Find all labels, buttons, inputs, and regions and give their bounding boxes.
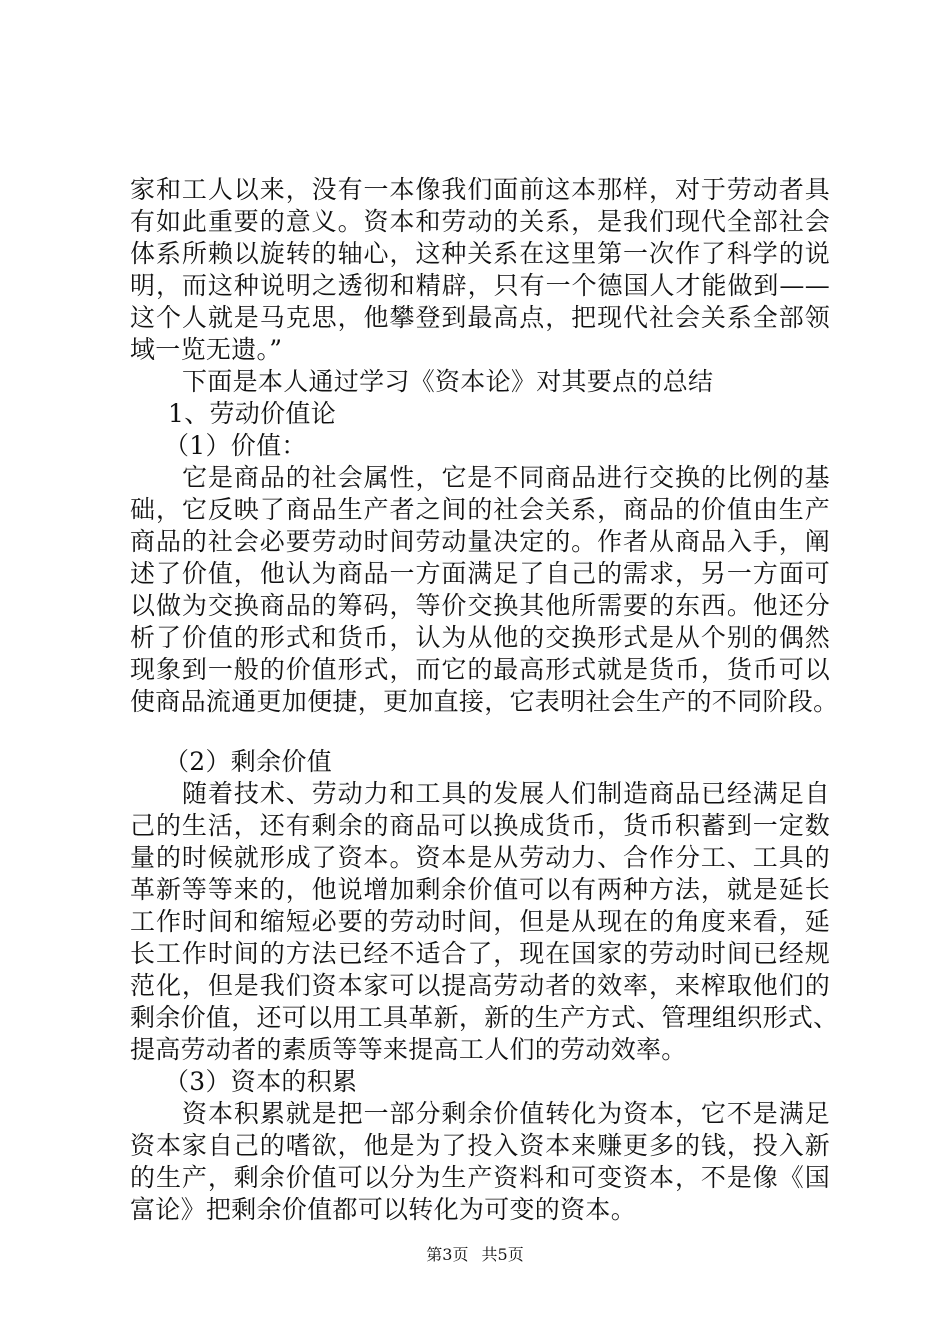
page-footer <box>0 1245 950 1265</box>
paragraph-gap <box>130 718 830 746</box>
text-line: 范化，但是我们资本家可以提高劳动者的效率，来榨取他们的 <box>130 971 830 1000</box>
text-line: 它是商品的社会属性，它是不同商品进行交换的比例的基 <box>182 463 830 492</box>
text-line: 革新等等来的，他说增加剩余价值可以有两种方法，就是延长 <box>130 875 830 904</box>
text-line: 述了价值，他认为商品一方面满足了自己的需求，另一方面可 <box>130 559 830 588</box>
text-line: 长工作时间的方法已经不适合了，现在国家的劳动时间已经规 <box>130 939 830 968</box>
text-line: 富论》把剩余价值都可以转化为可变的资本。 <box>130 1195 637 1224</box>
text-line: 使商品流通更加便捷，更加直接，它表明社会生产的不同阶段。 <box>130 687 839 716</box>
surplus-value-paragraph <box>130 778 839 1066</box>
text-line: 资本积累就是把一部分剩余价值转化为资本，它不是满足 <box>182 1099 830 1128</box>
text-line: 工作时间和缩短必要的劳动时间，但是从现在的角度来看，延 <box>130 907 830 936</box>
page-total: 共5页 <box>481 1245 524 1264</box>
subsection-heading-capital-accumulation: （3）资本的积累 <box>164 1067 358 1096</box>
intro-paragraph: 下面是本人通过学习《资本论》对其要点的总结 <box>182 367 714 396</box>
quote-paragraph <box>130 174 830 366</box>
text-line: 体系所赖以旋转的轴心，这种关系在这里第一次作了科学的说 <box>130 239 830 268</box>
text-line: 提高劳动者的素质等等来提高工人们的劳动效率。 <box>130 1035 687 1064</box>
text-line: 明，而这种说明之透彻和精辟，只有一个德国人才能做到—— <box>130 271 830 300</box>
text-line: 现象到一般的价值形式，而它的最高形式就是货币，货币可以 <box>130 655 830 684</box>
text-line: 己的生活，还有剩余的商品可以换成货币，货币积蓄到一定数 <box>130 811 830 840</box>
text-line: 商品的社会必要劳动时间劳动量决定的。作者从商品入手，阐 <box>130 527 830 556</box>
page-number: 第3页 <box>426 1245 469 1264</box>
text-line: 量的时候就形成了资本。资本是从劳动力、合作分工、工具的 <box>130 843 830 872</box>
subsection-heading-surplus-value: （2）剩余价值 <box>164 747 333 776</box>
text-line: 础，它反映了商品生产者之间的社会关系，商品的价值由生产 <box>130 495 830 524</box>
value-paragraph <box>130 462 839 718</box>
text-line: 资本家自己的嗜欲，他是为了投入资本来赚更多的钱，投入新 <box>130 1131 830 1160</box>
text-line: 有如此重要的意义。资本和劳动的关系，是我们现代全部社会 <box>130 207 830 236</box>
text-line: 以做为交换商品的筹码，等价交换其他所需要的东西。他还分 <box>130 591 830 620</box>
text-line: 域一览无遗。” <box>130 335 283 364</box>
text-line: 剩余价值，还可以用工具革新，新的生产方式、管理组织形式、 <box>130 1003 839 1032</box>
text-line: 析了价值的形式和货币，认为从他的交换形式是从个别的偶然 <box>130 623 830 652</box>
section-heading-labor-value: 1、劳动价值论 <box>168 399 337 428</box>
capital-accumulation-paragraph <box>130 1098 830 1226</box>
text-line: 随着技术、劳动力和工具的发展人们制造商品已经满足自 <box>182 779 830 808</box>
document-body <box>130 174 839 1226</box>
text-line: 这个人就是马克思，他攀登到最高点，把现代社会关系全部领 <box>130 303 830 332</box>
text-line: 家和工人以来，没有一本像我们面前这本那样，对于劳动者具 <box>130 175 830 204</box>
subsection-heading-value: （1）价值： <box>164 431 307 460</box>
text-line: 的生产，剩余价值可以分为生产资料和可变资本，不是像《国 <box>130 1163 830 1192</box>
